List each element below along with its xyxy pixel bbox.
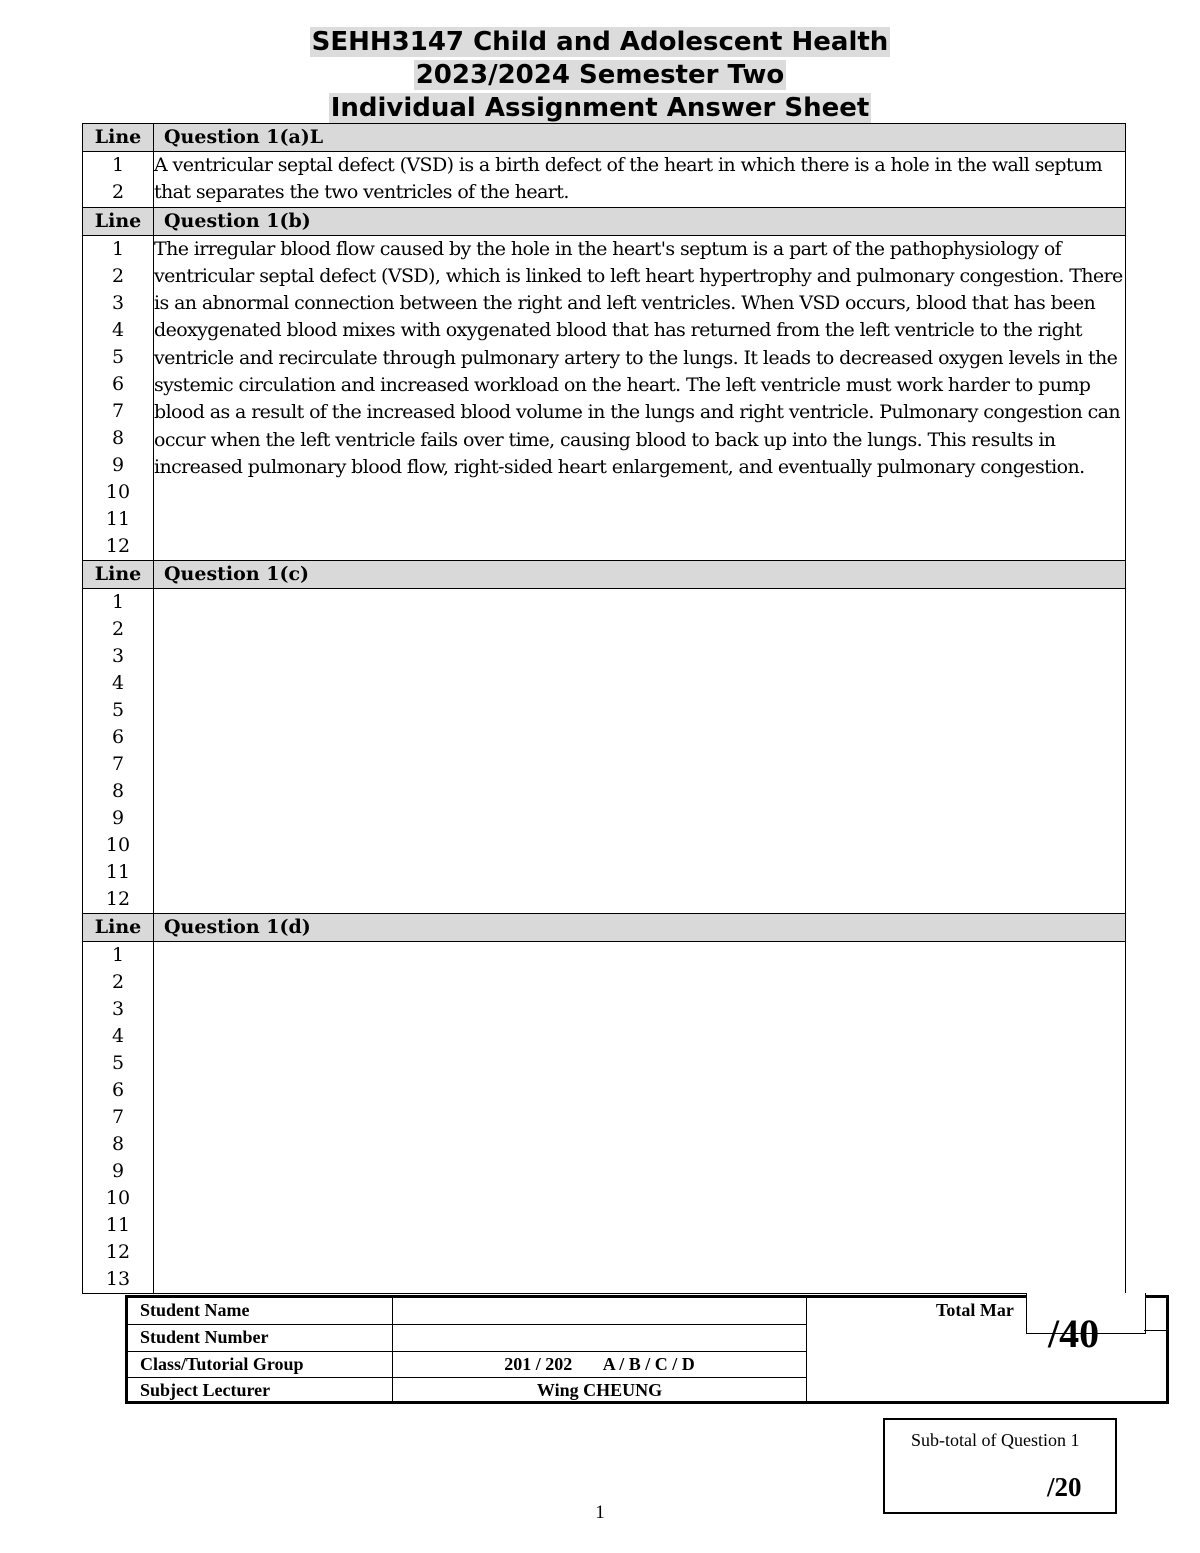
semester-title: 2023/2024 Semester Two xyxy=(415,60,785,90)
line-numbers xyxy=(83,235,154,560)
answer-table xyxy=(82,123,1126,1294)
line-number: 13 xyxy=(105,1267,131,1290)
line-number: 4 xyxy=(111,318,125,341)
line-number: 7 xyxy=(111,752,125,775)
subject-lecturer-value: Wing CHEUNG xyxy=(393,1378,807,1401)
line-number: 1 xyxy=(111,237,125,260)
line-number: 3 xyxy=(111,997,125,1020)
line-number: 2 xyxy=(111,617,125,640)
answer-text-area[interactable] xyxy=(154,588,1126,913)
line-number: 2 xyxy=(111,181,125,203)
line-number: 2 xyxy=(111,970,125,993)
question-header: Question 1(d) xyxy=(154,913,1126,941)
student-number-field[interactable] xyxy=(393,1325,807,1351)
line-number: 9 xyxy=(111,1159,125,1182)
line-number: 10 xyxy=(105,1186,131,1209)
line-number: 5 xyxy=(111,345,125,368)
line-number: 8 xyxy=(111,426,125,449)
line-column-header: Line xyxy=(83,560,154,588)
student-name-label: Student Name xyxy=(128,1298,393,1324)
line-number: 3 xyxy=(111,291,125,314)
section-body-row xyxy=(83,152,1126,208)
line-numbers xyxy=(83,941,154,1293)
line-number: 1 xyxy=(111,154,125,176)
line-number: 6 xyxy=(111,725,125,748)
subject-lecturer-label: Subject Lecturer xyxy=(128,1378,393,1401)
class-group-value: 201 / 202 A / B / C / D xyxy=(393,1352,807,1377)
line-number: 8 xyxy=(111,1132,125,1155)
line-number: 5 xyxy=(111,698,125,721)
line-number: 10 xyxy=(105,833,131,856)
line-number: 5 xyxy=(111,1051,125,1074)
section-header-row xyxy=(83,124,1126,152)
line-number: 11 xyxy=(105,507,131,530)
line-column-header: Line xyxy=(83,913,154,941)
total-mark-divider xyxy=(1144,1330,1166,1331)
document-title xyxy=(0,26,1200,125)
total-mark-value: /40 xyxy=(1048,1311,1100,1356)
line-number: 11 xyxy=(105,1213,131,1236)
line-number: 9 xyxy=(111,806,125,829)
section-body-row xyxy=(83,235,1126,560)
line-number: 7 xyxy=(111,1105,125,1128)
line-number: 6 xyxy=(111,1078,125,1101)
subtotal-label: Sub-total of Question 1 xyxy=(911,1430,1080,1450)
line-number: 12 xyxy=(105,534,131,557)
line-number: 12 xyxy=(105,887,131,910)
section-body-row xyxy=(83,588,1126,913)
line-number: 4 xyxy=(111,1024,125,1047)
line-column-header: Line xyxy=(83,124,154,152)
sheet-title: Individual Assignment Answer Sheet xyxy=(330,93,870,123)
line-number: 11 xyxy=(105,860,131,883)
line-numbers xyxy=(83,152,154,208)
total-mark-label: Total Mar xyxy=(936,1300,1014,1320)
line-column-header: Line xyxy=(83,207,154,235)
student-name-field[interactable] xyxy=(393,1298,807,1324)
course-title: SEHH3147 Child and Adolescent Health xyxy=(311,27,889,57)
question-header: Question 1(c) xyxy=(154,560,1126,588)
question-header: Question 1(a)L xyxy=(154,124,1126,152)
line-number: 3 xyxy=(111,644,125,667)
line-number: 1 xyxy=(111,943,125,966)
section-body-row xyxy=(83,941,1126,1293)
question-header: Question 1(b) xyxy=(154,207,1126,235)
line-number: 8 xyxy=(111,779,125,802)
answer-text-area[interactable] xyxy=(154,941,1126,1293)
student-number-label: Student Number xyxy=(128,1325,393,1351)
student-info-box xyxy=(125,1295,1169,1404)
section-header-row xyxy=(83,560,1126,588)
line-number: 9 xyxy=(111,453,125,476)
section-header-row xyxy=(83,913,1126,941)
line-number: 2 xyxy=(111,264,125,287)
subtotal-box xyxy=(883,1418,1117,1514)
line-number: 6 xyxy=(111,372,125,395)
answer-text-area[interactable]: The irregular blood flow caused by the hole in the heart's septum is a part of the pathophysiology of ventricular septal defect (VSD), which is linked to left heart hypertrophy and pulmonary congestion. There is an abnormal connection between the right and left ventricles. When VSD occurs, blood that has been deoxygenated blood mixes with oxygenated blood that has returned from the left ventricle to the right ventricle and recirculate through pulmonary artery to the lungs. It leads to decreased oxygen levels in the systemic circulation and increased workload on the heart. The left ventricle must work harder to pump blood as a result of the increased blood volume in the lungs and right ventricle. Pulmonary congestion can occur when the left ventricle fails over time, causing blood to back up into the lungs. This results in increased pulmonary blood flow, right-sided heart enlargement, and eventually pulmonary congestion. xyxy=(154,235,1126,560)
line-number: 7 xyxy=(111,399,125,422)
section-header-row xyxy=(83,207,1126,235)
class-group-label: Class/Tutorial Group xyxy=(128,1352,393,1377)
line-number: 12 xyxy=(105,1240,131,1263)
subtotal-mark: /20 xyxy=(1047,1472,1082,1502)
line-number: 1 xyxy=(111,590,125,613)
line-number: 4 xyxy=(111,671,125,694)
line-number: 10 xyxy=(105,480,131,503)
page-number: 1 xyxy=(595,1502,605,1523)
line-numbers xyxy=(83,588,154,913)
answer-text-area[interactable]: A ventricular septal defect (VSD) is a birth defect of the heart in which there is a hole in the wall septum that separates the two ventricles of the heart. xyxy=(154,152,1126,208)
